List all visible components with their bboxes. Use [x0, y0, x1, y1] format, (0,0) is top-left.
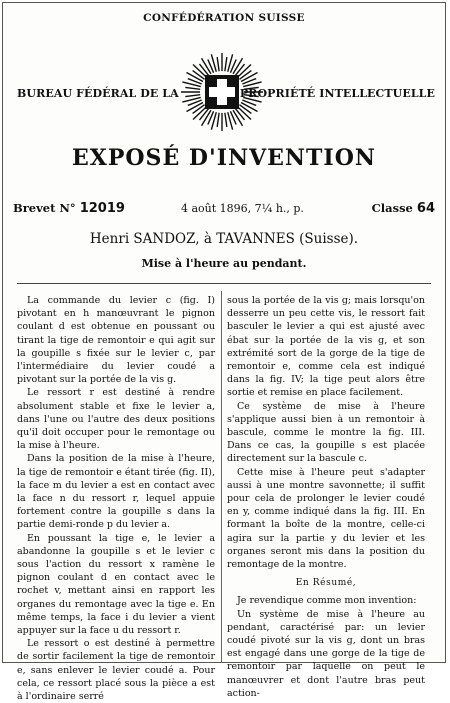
- paragraph: La commande du levier c (fig. I) pivotant en h manœuvrant le pignon coulant d est obtenue en poussant ou tirant la tige de remontoir e qui agit sur la goupille s fixée sur le levier c, par l'intermédiaire du levier coudé a pivotant sur la portée de la vis g.: [17, 295, 215, 386]
- column-divider: [221, 291, 222, 663]
- paragraph: En poussant la tige e, le levier a abandonne la goupille s et le levier c sous l'action du ressort x ramène le pignon coulant d en contact avec le rochet v, mettant ainsi en rapport les organes du remontage avec la tige e. En même temps, la face i du levier a vient appuyer sur la face u du ressort r.: [17, 532, 215, 637]
- paragraph: Un système de mise à l'heure au pendant, caractérisé par: un levier coudé pivoté sur la vis g, dont un bras est engagé dans une gorge de la tige de remontoir par laquelle on peut le manœuvrer et dont l'autre bras peut action-: [227, 608, 425, 699]
- classe-label: Classe: [371, 201, 413, 215]
- paragraph: Cette mise à l'heure peut s'adapter aussi à une montre savonnette; il suffit pour cela de prolonger le levier coudé en y, comme indiqué dans la fig. III. En formant la boîte de la montre, celle-ci agira sur la partie y du levier et les organes seront mis dans la position du remontage de la montre.: [227, 466, 425, 571]
- paragraph: Le ressort r est destiné à rendre absolument stable et fixe le levier a, dans l'une ou l'autre des deux positions qu'il doit occuper pour le remontage ou la mise à l'heure.: [17, 387, 215, 452]
- inventor-line: Henri SANDOZ, à TAVANNES (Suisse).: [89, 231, 359, 247]
- header-rule: [17, 283, 431, 284]
- paragraph: Le ressort o est destiné à permettre de sortir facilement la tige de remontoir e, sans enlever le levier coudé a. Pour cela, ce ressort placé sous la pièce a est à l'ordinaire serré: [17, 638, 215, 703]
- right-column: [227, 294, 425, 700]
- paragraph: Dans la position de la mise à l'heure, la tige de remontoir e étant tirée (fig. II), la face m du levier a est en contact avec la face n du ressort r, lequel appuie fortement contre la goupille s dans la partie demi-ronde p du levier a.: [17, 453, 215, 531]
- patent-page: [2, 2, 446, 703]
- confederation-heading: CONFÉDÉRATION SUISSE: [143, 12, 305, 24]
- classe-field: [372, 201, 435, 216]
- left-column: [17, 294, 215, 703]
- patent-meta-row: [13, 201, 435, 219]
- brevet-field: [13, 201, 125, 216]
- invention-subject: Mise à l'heure au pendant.: [141, 257, 307, 270]
- bureau-heading-right: PROPRIÉTÉ INTELLECTUELLE: [239, 87, 435, 100]
- paragraph: Ce système de mise à l'heure s'applique aussi bien à un remontoir à bascule, comme le montre la fig. III. Dans ce cas, la goupille s est placée directement sur la bascule c.: [227, 400, 425, 465]
- brevet-number: 12019: [79, 201, 125, 216]
- resume-heading: En Résumé,: [295, 578, 357, 589]
- document-title: EXPOSÉ D'INVENTION: [72, 145, 376, 171]
- classe-number: 64: [416, 201, 435, 216]
- filing-date: 4 août 1896, 7¼ h., p.: [181, 202, 304, 215]
- brevet-label: Brevet N°: [13, 201, 76, 215]
- paragraph: Je revendique comme mon invention:: [237, 595, 417, 607]
- paragraph: sous la portée de la vis g; mais lorsqu'on desserre un peu cette vis, le ressort fait basculer le levier a qui est ajusté avec ébat sur la portée de la vis g, et son extrémité sort de la gorge de la tige de remontoir e, comme cela est indiqué dans la fig. IV; la tige peut alors être sortie et remise en place facilement.: [227, 295, 425, 399]
- bureau-heading-left: BUREAU FÉDÉRAL DE LA: [17, 87, 179, 100]
